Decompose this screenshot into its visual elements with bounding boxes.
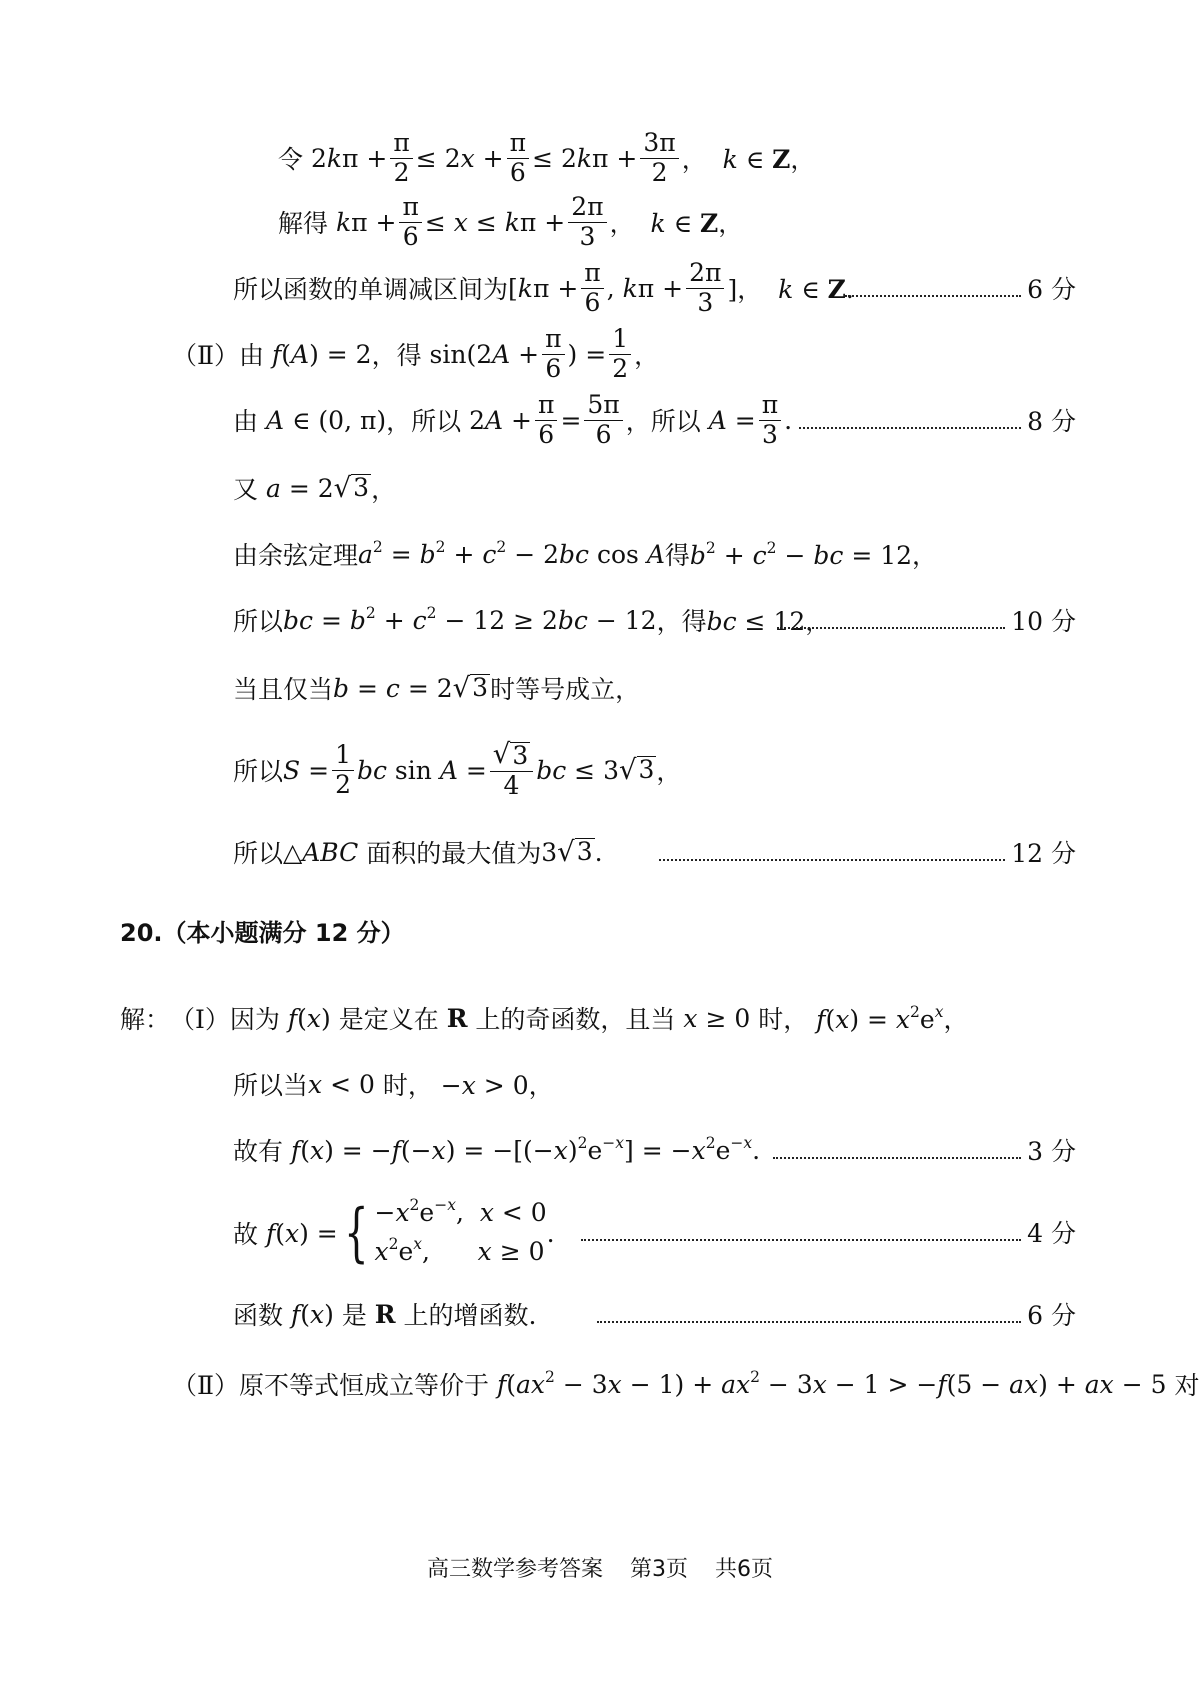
fraction: $\frac{3\pi}{2}$: [640, 129, 678, 188]
dot-leader: [777, 627, 1005, 629]
math-line-13: 所以当 x < 0 时， −x > 0，: [233, 1069, 554, 1100]
math-line-8: 所以 bc = $b^2 + c^2 - 12 \ge 2bc - 12$ ，得 bc ≤ 12，: [233, 603, 831, 636]
fraction: $\frac{\pi}{6}$: [542, 325, 564, 384]
fraction: $\frac{\pi}{6}$: [581, 259, 603, 318]
dot-leader: [581, 1239, 1021, 1241]
math-line-11: 所以 △ABC 面积的最大值为 3 √ 3 .: [233, 836, 603, 868]
dot-leader: [773, 1157, 1021, 1159]
dot-leader: [659, 859, 1005, 861]
fraction: $\frac{\pi}{3}$: [759, 391, 781, 450]
math-line-5: 由 A ∈ (0, π) ，所以 2A + $\frac{\pi}{6}$ = $\frac{5\pi}{6}$ ，所以 A = $\frac{\pi}{3}$ .: [233, 389, 793, 449]
sqrt: √ 3: [557, 836, 593, 868]
fraction: $\frac{5\pi}{6}$: [584, 391, 622, 450]
part-1-marker: （Ⅰ）: [170, 1005, 230, 1034]
score-3: 3 分: [773, 1110, 1076, 1190]
dot-leader: [845, 295, 1021, 297]
math-line-16: 函数 f(x) 是 R 上的增函数.: [233, 1299, 537, 1330]
math-line-15: 故 f(x) = { $-x^2e^{-x}$, x < 0 $x^2e^x$, x ≥ 0 .: [233, 1196, 555, 1270]
math-line-3: 所以函数的单调减区间为 [kπ + $\frac{\pi}{6}$ , kπ + $\frac{2\pi}{3}$ ]， k ∈ Z.: [233, 257, 854, 317]
sqrt: √ 3: [333, 472, 370, 504]
piecewise-function: { $-x^2e^{-x}$, x < 0 $x^2e^x$, x ≥ 0: [343, 1196, 547, 1270]
score-8: 8 分: [799, 380, 1076, 460]
math-line-10: 所以 S = $\frac{1}{2}$ bc sin A = √ 3 4 bc ≤ 3 √ 3 ，: [233, 738, 682, 800]
fraction: $\frac{2\pi}{3}$: [686, 259, 724, 318]
math-line-7: 由余弦定理 $a^2 = b^2 + c^2 - 2bc$ cos A 得 $b^2 + c^2$ − bc = 12，: [233, 537, 938, 570]
footer-page: 第3页: [630, 1557, 688, 1582]
score-12: 12 分: [659, 812, 1076, 892]
math-line-12: 解： （Ⅰ） 因为 f(x) 是定义在 R 上的奇函数，且当 x ≥ 0 时， $f(x) = x^2e^x$，: [120, 978, 968, 1058]
page-footer: [0, 1552, 1200, 1583]
sqrt: √ 3: [618, 754, 655, 786]
footer-total: 共6页: [715, 1557, 773, 1582]
text-jiede: 解得: [278, 209, 329, 238]
fraction: √ 3 4: [490, 739, 533, 800]
fraction: $\frac{1}{2}$: [609, 325, 631, 384]
text-danjian: 所以函数的单调减区间为: [233, 275, 509, 304]
text-ling: 令: [278, 145, 304, 174]
fraction: $\frac{\pi}{2}$: [390, 129, 412, 188]
math-line-14: 故有 $f(x) = -f(-x) = -[(-x)^2e^{-x}] = -x^2e^{-x}$.: [233, 1133, 761, 1166]
fraction: $\frac{\pi}{6}$: [399, 193, 421, 252]
dot-leader: [799, 427, 1021, 429]
dot-leader: [597, 1321, 1021, 1323]
score-6b: 6 分: [597, 1274, 1076, 1354]
fraction: $\frac{1}{2}$: [332, 741, 354, 800]
fraction: $\frac{\pi}{6}$: [535, 391, 557, 450]
part-2-marker: （Ⅱ）: [172, 341, 239, 370]
score-10: 10 分: [777, 580, 1076, 660]
score-6a: 6 分: [845, 248, 1076, 328]
fraction: $\frac{2\pi}{3}$: [568, 193, 606, 252]
score-4: 4 分: [581, 1192, 1076, 1272]
math-line-9: 当且仅当 b = c = 2 √ 3 时等号成立，: [233, 672, 641, 704]
part-2-marker: （Ⅱ）: [172, 1371, 239, 1400]
footer-title: 高三数学参考答案: [426, 1557, 603, 1582]
math-line-4: （Ⅱ） 由 f(A) = 2 ，得 sin(2A + $\frac{\pi}{6}$ ) = $\frac{1}{2}$ ，: [172, 323, 660, 383]
math-line-2: 解得 kπ + $\frac{\pi}{6}$ ≤ x ≤ kπ + $\frac{2\pi}{3}$ ， k ∈ Z，: [278, 191, 744, 251]
text-jie: 解：: [120, 1005, 171, 1034]
math-line-6: 又 a = 2 √ 3 ，: [233, 472, 397, 504]
sqrt: √ 3: [452, 672, 489, 704]
math-line-1: 令 2kπ + $\frac{\pi}{2}$ ≤ 2x + $\frac{\pi}{6}$ ≤ 2kπ + $\frac{3\pi}{2}$ ， k ∈ Z，: [278, 127, 816, 187]
math-line-17: （Ⅱ） 原不等式恒成立等价于 $f(ax^2 - 3x - 1) + ax^2 - 3x - 1 > -f(5 - ax)$ + ax − 5 对: [172, 1367, 1200, 1400]
question-20-heading: 20.（本小题满分 12 分）: [120, 918, 405, 947]
fraction: $\frac{\pi}{6}$: [507, 129, 529, 188]
